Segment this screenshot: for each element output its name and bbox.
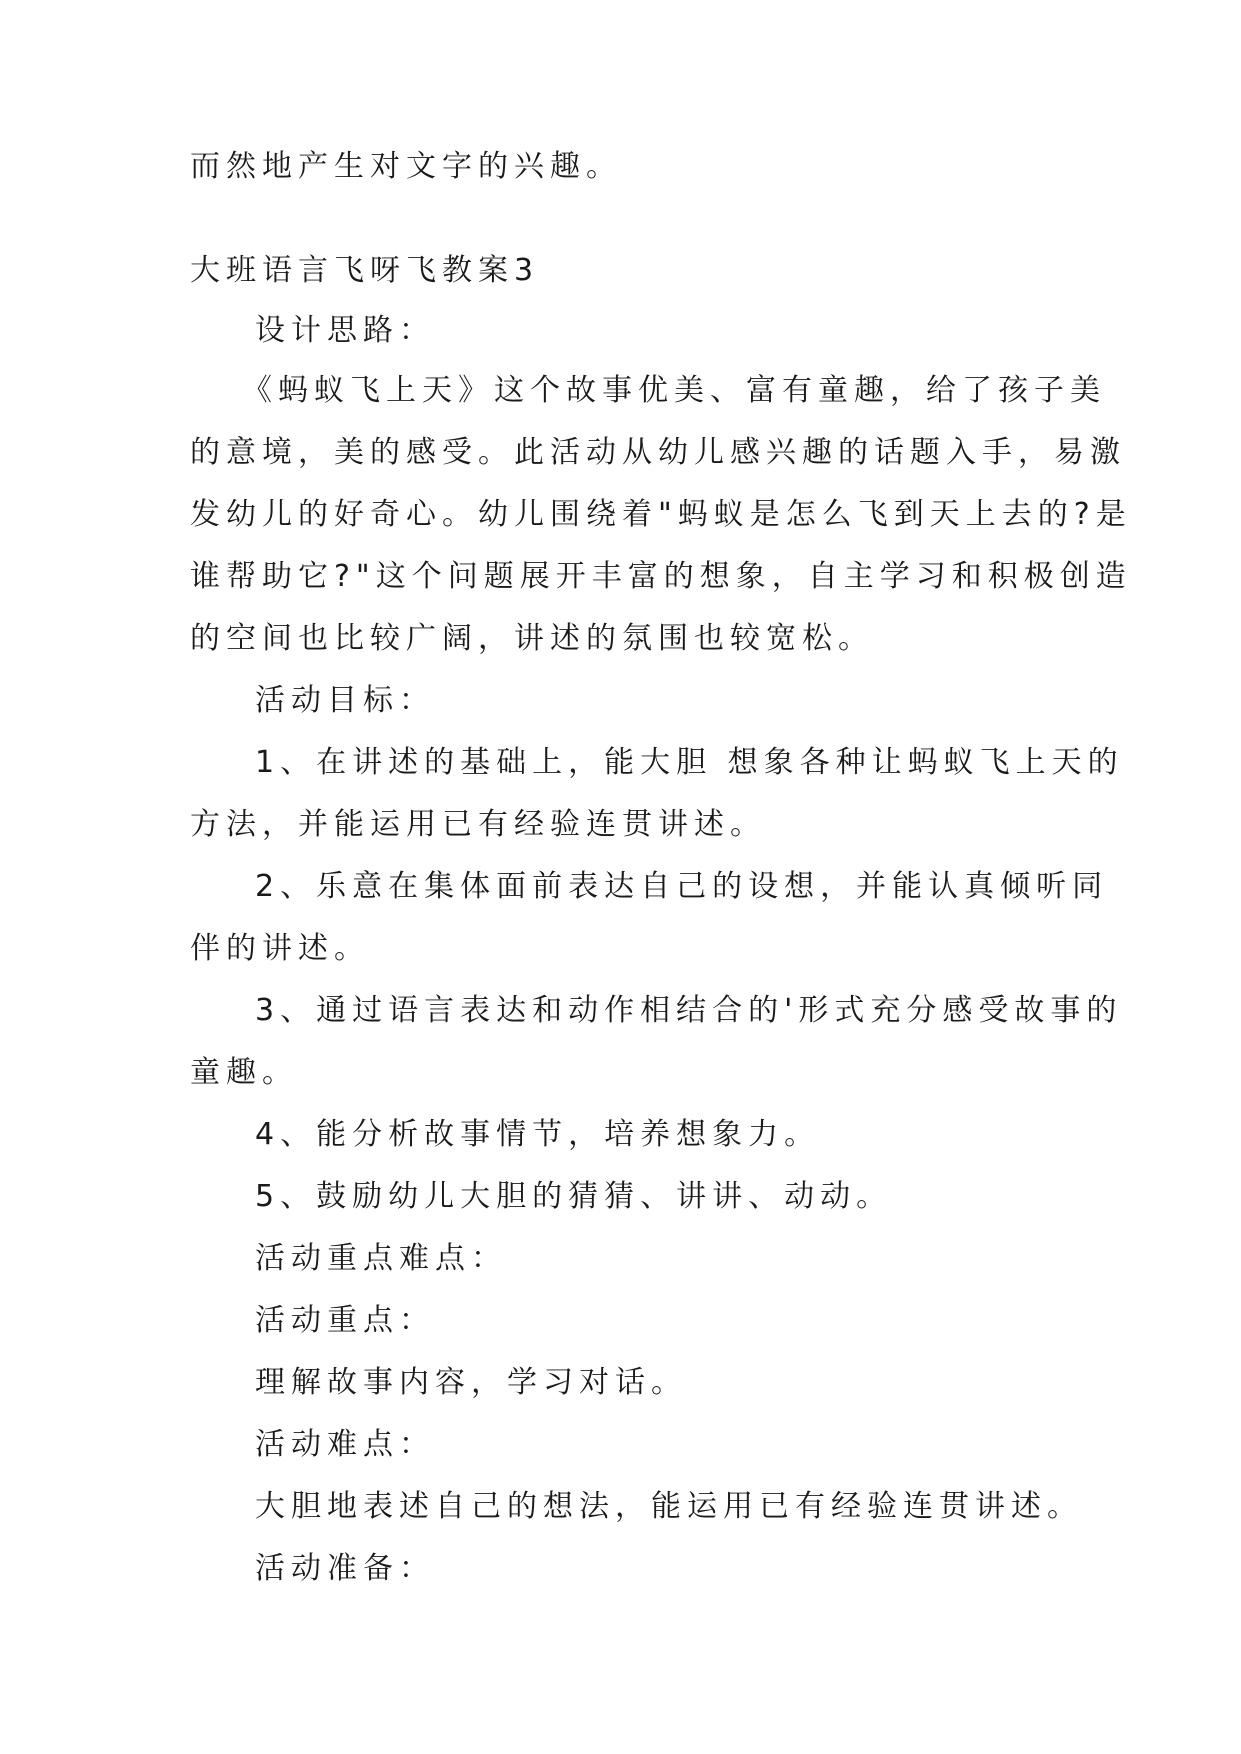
goal-1 — [190, 732, 1124, 856]
difficult-text: 大胆地表述自己的想法，能运用已有经验连贯讲述。 — [255, 1489, 1083, 1524]
goal-3 — [190, 980, 1123, 1104]
goal-line: 伴的讲述。 — [190, 931, 370, 966]
paragraph-line: 《蚂蚁飞上天》这个故事优美、富有童趣，给了孩子美 — [242, 373, 1106, 408]
goal-5: 5、鼓励幼儿大胆的猜猜、讲讲、动动。 — [255, 1179, 893, 1214]
paragraph-line: 发幼儿的好奇心。幼儿围绕着"蚂蚁是怎么飞到天上去的?是 — [190, 497, 1132, 532]
key-difficult-heading: 活动重点难点： — [255, 1241, 507, 1276]
key-text: 理解故事内容，学习对话。 — [255, 1365, 687, 1400]
paragraph-line: 谁帮助它?"这个问题展开丰富的想象，自主学习和积极创造 — [190, 559, 1132, 594]
goal-line: 方法，并能运用已有经验连贯讲述。 — [190, 807, 766, 842]
continuation-text: 而然地产生对文字的兴趣。 — [190, 149, 622, 184]
prep-heading: 活动准备： — [255, 1551, 435, 1586]
design-paragraph — [190, 360, 1132, 670]
goal-line: 1、在讲述的基础上，能大胆 想象各种让蚂蚁飞上天的 — [255, 745, 1124, 780]
paragraph-line: 的意境，美的感受。此活动从幼儿感兴趣的话题入手，易激 — [190, 435, 1126, 470]
key-heading: 活动重点： — [255, 1303, 435, 1338]
goal-4: 4、能分析故事情节，培养想象力。 — [255, 1117, 821, 1152]
goal-2 — [190, 856, 1109, 980]
difficult-heading: 活动难点： — [255, 1427, 435, 1462]
section-title: 大班语言飞呀飞教案3 — [190, 253, 540, 288]
goal-line: 童趣。 — [190, 1055, 298, 1090]
paragraph-line: 的空间也比较广阔，讲述的氛围也较宽松。 — [190, 621, 874, 656]
goal-line: 2、乐意在集体面前表达自己的设想，并能认真倾听同 — [255, 869, 1109, 904]
goals-heading: 活动目标： — [255, 683, 435, 718]
goal-line: 3、通过语言表达和动作相结合的'形式充分感受故事的 — [255, 993, 1123, 1028]
design-heading: 设计思路： — [255, 313, 435, 348]
